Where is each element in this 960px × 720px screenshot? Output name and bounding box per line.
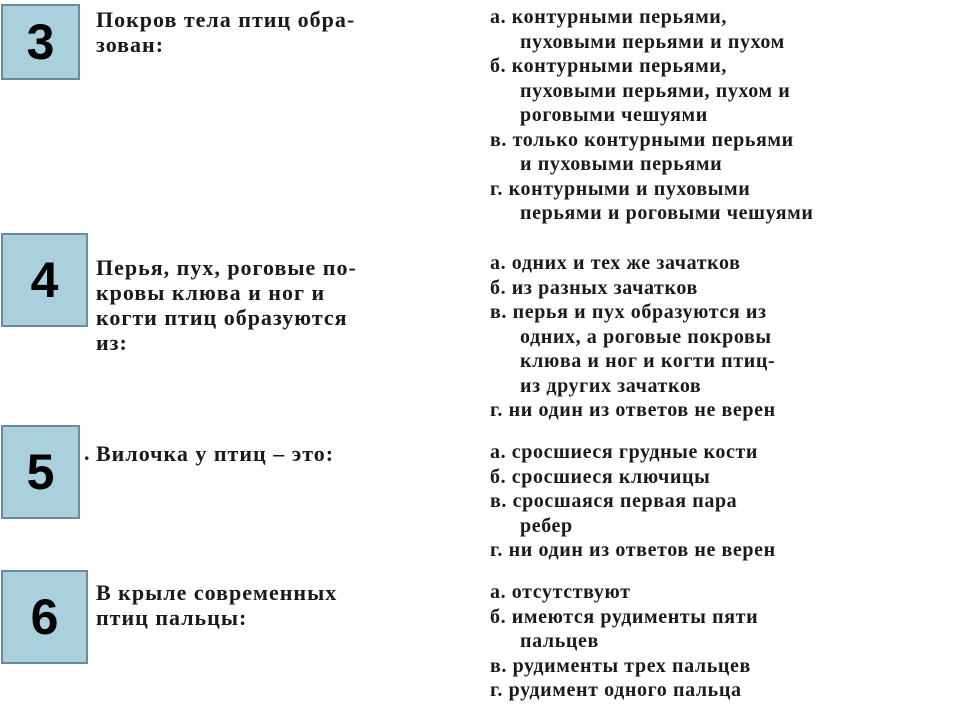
answers-6 [490, 580, 758, 703]
answers-4 [490, 251, 776, 423]
answer-option: г. контурными и пуховыми [490, 177, 751, 200]
answer-option: в. сросшаяся первая пара [490, 490, 738, 512]
question-text-3: Покров тела птиц обра- зован: [96, 7, 356, 57]
question-text-6: В крыле современных птиц пальцы: [96, 580, 338, 630]
answer-option: а. сросшиеся грудные кости [490, 441, 759, 463]
answer-line-continued: пальцев [520, 630, 599, 652]
answer-line-continued: клюва и ног и когти птиц- [520, 350, 776, 372]
answer-option: г. ни один из ответов не верен [490, 539, 776, 561]
question-number-6: 6 [1, 570, 88, 664]
answer-option: г. рудимент одного пальца [490, 679, 742, 701]
answer-option: г. ни один из ответов не верен [490, 399, 776, 421]
bullet-dot: . [84, 440, 90, 465]
answer-line-continued: одних, а роговые покровы [520, 325, 772, 348]
answer-line-continued: из других зачатков [520, 374, 702, 397]
answer-option: в. рудименты трех пальцев [490, 654, 751, 677]
question-text-5: Вилочка у птиц – это: [96, 441, 335, 466]
answer-option: б. из разных зачатков [490, 276, 698, 299]
answer-option: в. перья и пух образуются из [490, 301, 767, 323]
answers-3 [490, 5, 813, 226]
answer-line-continued: и пуховыми перьями [520, 153, 723, 175]
question-number-3: 3 [1, 4, 80, 80]
answer-option: а. отсутствуют [490, 581, 631, 603]
answer-option: б. сросшиеся ключицы [490, 465, 711, 488]
answer-option: б. имеются рудименты пяти [490, 605, 759, 628]
question-number-4: 4 [1, 233, 88, 327]
answers-5 [490, 440, 776, 563]
answer-line-continued: перьями и роговыми чешуями [520, 202, 814, 224]
answer-line-continued: пуховыми перьями и пухом [520, 30, 785, 53]
answer-option: а. одних и тех же зачатков [490, 252, 741, 274]
answer-line-continued: ребер [520, 514, 573, 537]
question-text-4: Перья, пух, роговые по- кровы клюва и ног и когти птиц образуются из: [96, 255, 357, 355]
answer-option: б. контурными перьями, [490, 55, 728, 77]
question-number-5: 5 [1, 425, 80, 519]
answer-option: в. только контурными перьями [490, 128, 794, 151]
answer-option: а. контурными перьями, [490, 6, 728, 28]
answer-line-continued: пуховыми перьями, пухом и [520, 79, 791, 102]
answer-line-continued: роговыми чешуями [520, 104, 708, 126]
